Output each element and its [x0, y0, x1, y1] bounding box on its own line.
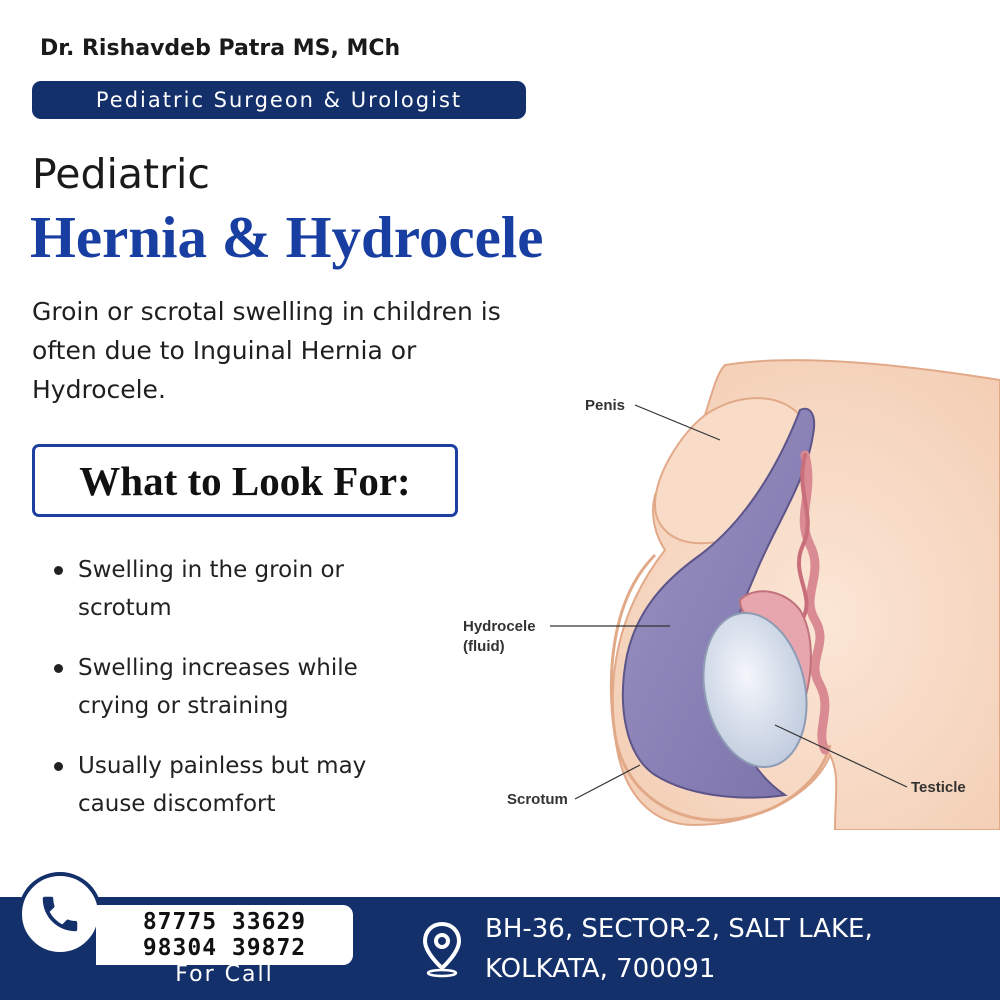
label-testicle: Testicle: [911, 779, 966, 796]
address-line: BH-36, SECTOR-2, SALT LAKE,: [485, 914, 873, 944]
list-item-line: cause discomfort: [78, 791, 276, 817]
phone-icon-badge[interactable]: [18, 872, 102, 956]
list-item: [52, 649, 452, 725]
list-item: [52, 551, 452, 627]
list-item-line: Swelling in the groin or: [78, 557, 344, 583]
intro-line: Groin or scrotal swelling in children is: [32, 297, 501, 326]
hydrocele-illustration: [455, 355, 1000, 830]
phone-numbers-card: [96, 905, 353, 965]
intro-line: often due to Inguinal Hernia or: [32, 336, 417, 365]
list-item-line: crying or straining: [78, 693, 289, 719]
label-hydrocele: Hydrocele: [463, 618, 536, 635]
page-title: Hernia & Hydrocele: [30, 204, 544, 270]
phone-number-1[interactable]: 87775 33629: [142, 909, 307, 935]
list-item-line: Usually painless but may: [78, 753, 367, 779]
phone-number-2[interactable]: 98304 39872: [142, 935, 307, 961]
location-pin-icon: [420, 920, 464, 978]
bullet-icon: [54, 762, 63, 771]
list-item-line: scrotum: [78, 595, 172, 621]
list-item: [52, 747, 452, 823]
specialty-badge: [32, 81, 526, 119]
label-scrotum: Scrotum: [507, 791, 568, 808]
look-for-heading: What to Look For:: [79, 457, 411, 504]
address-line: KOLKATA, 700091: [485, 954, 716, 984]
bullet-icon: [54, 664, 63, 673]
title-kicker: Pediatric: [32, 150, 210, 198]
list-item-line: Swelling increases while: [78, 655, 358, 681]
phone-icon: [37, 891, 83, 937]
bullet-icon: [54, 566, 63, 575]
look-for-heading-box: [32, 444, 458, 517]
label-hydrocele-sub: (fluid): [463, 638, 505, 655]
intro-line: Hydrocele.: [32, 375, 166, 404]
doctor-name: Dr. Rishavdeb Patra MS, MCh: [40, 36, 401, 61]
specialty-label: Pediatric Surgeon & Urologist: [95, 88, 463, 112]
address: [485, 909, 995, 989]
label-penis: Penis: [585, 397, 626, 414]
for-call-label: For Call: [175, 962, 274, 987]
symptom-list: [52, 551, 452, 845]
